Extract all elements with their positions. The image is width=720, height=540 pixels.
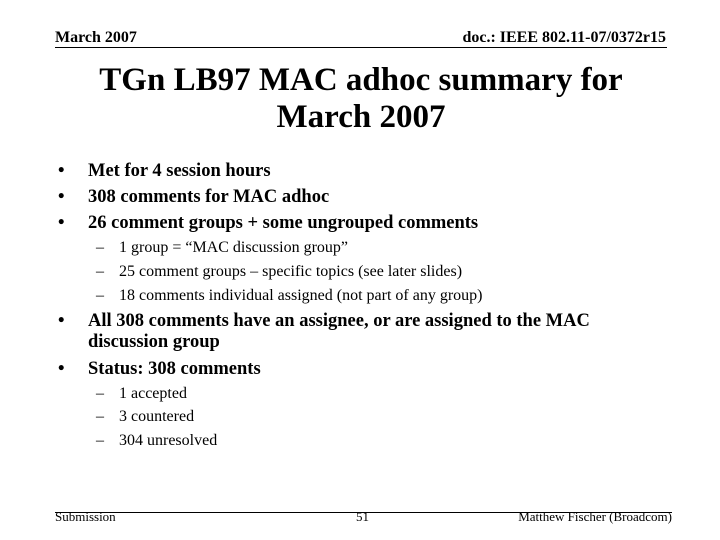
header-divider — [55, 47, 667, 48]
bullet-text-line-1: All 308 comments have an assignee, or are assigned to the MAC — [88, 311, 590, 331]
sub-bullet-text: 18 comments individual assigned (not part of any group) — [119, 287, 483, 304]
header-doc-id: doc.: IEEE 802.11-07/0372r15 — [462, 29, 666, 46]
sub-bullet-text: 1 accepted — [119, 385, 187, 402]
dash-icon: – — [96, 385, 104, 402]
dash-icon: – — [96, 263, 104, 280]
sub-bullet-text: 25 comment groups – specific topics (see later slides) — [119, 263, 463, 280]
bullet-icon: • — [58, 213, 65, 233]
footer-submission: Submission — [55, 509, 116, 524]
bullet-text: Status: 308 comments — [88, 359, 261, 379]
slide-title — [55, 62, 667, 136]
slide-title-line-2: March 2007 — [276, 99, 446, 135]
bullet-icon: • — [58, 311, 65, 331]
bullet-text: 308 comments for MAC adhoc — [88, 187, 330, 207]
bullet-icon: • — [58, 359, 65, 379]
dash-icon: – — [96, 239, 104, 256]
dash-icon: – — [96, 432, 104, 449]
header-date: March 2007 — [55, 29, 137, 46]
slide-title-line-1: TGn LB97 MAC adhoc summary for — [99, 62, 623, 98]
sub-bullet-text: 304 unresolved — [119, 432, 218, 449]
bullet-icon: • — [58, 187, 65, 207]
bullet-text-line-2: discussion group — [88, 332, 220, 352]
bullet-text: Met for 4 session hours — [88, 161, 271, 181]
dash-icon: – — [96, 408, 104, 425]
sub-bullet-text: 3 countered — [119, 408, 195, 425]
dash-icon: – — [96, 287, 104, 304]
bullet-icon: • — [58, 161, 65, 181]
sub-bullet-text: 1 group = “MAC discussion group” — [119, 239, 349, 256]
footer-author: Matthew Fischer (Broadcom) — [518, 509, 672, 524]
bullet-text: 26 comment groups + some ungrouped comments — [88, 213, 479, 233]
footer-page-number: 51 — [356, 509, 369, 524]
